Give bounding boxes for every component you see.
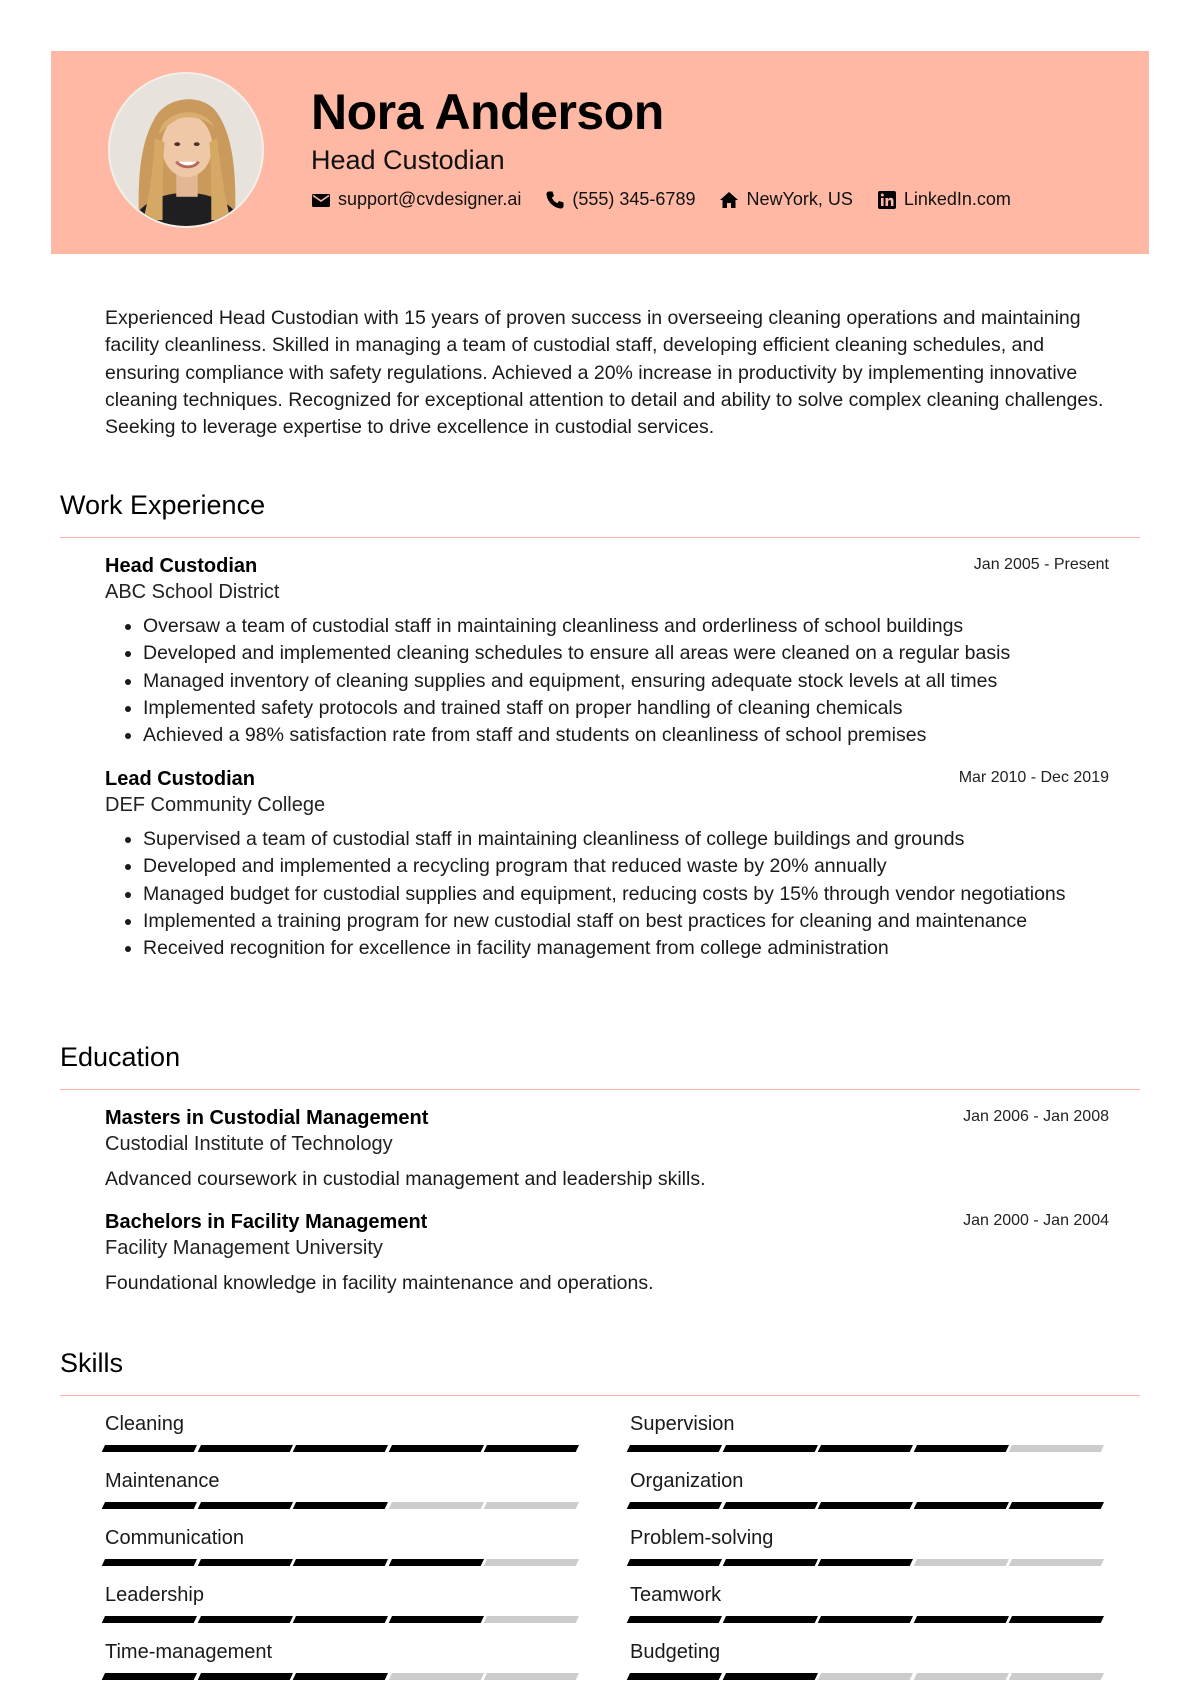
job-bullet: • Managed budget for custodial supplies and equipment, reducing costs by 15% through vendor negotiations [143,881,1109,908]
skill-segment-filled [389,1616,484,1623]
skill-rating-bar [105,1559,583,1566]
contact-row [311,189,1035,210]
contact-phone-text: (555) 345-6789 [572,189,696,209]
skill-name: Supervision [630,1413,735,1435]
skill-item [630,1468,1108,1509]
skill-item [105,1525,583,1566]
skill-segment-filled [627,1616,722,1623]
job-entry [105,766,1109,962]
education-date: Jan 2000 - Jan 2004 [963,1212,1109,1229]
job-title: Lead Custodian [105,768,256,790]
skill-name: Problem-solving [630,1527,774,1549]
education-divider [60,1089,1140,1090]
skill-segment-filled [102,1559,197,1566]
education-entry [105,1105,1109,1193]
job-bullet: • Developed and implemented cleaning schedules to ensure all areas were cleaned on a regular basis [143,640,1109,667]
contact-email[interactable] [311,189,521,210]
linkedin-icon [877,190,897,210]
skill-item [105,1468,583,1509]
skill-item [105,1639,583,1680]
job-bullet: • Oversaw a team of custodial staff in maintaining cleanliness and orderliness of school buildings [143,613,1109,640]
job-bullet: • Supervised a team of custodial staff in maintaining cleanliness of college buildings and grounds [143,826,1109,853]
job-title: Head Custodian [105,555,258,577]
skill-segment-filled [1009,1616,1104,1623]
education-heading: Education [60,1042,181,1072]
skill-segment-filled [914,1616,1009,1623]
skill-segment-filled [293,1445,388,1452]
job-bullet: • Implemented a training program for new custodial staff on best practices for cleaning and maintenance [143,908,1109,935]
contact-location-text: NewYork, US [746,189,853,209]
skill-segment-empty [484,1559,579,1566]
skill-segment-filled [627,1502,722,1509]
job-bullets [105,826,1109,962]
skill-segment-empty [818,1673,913,1680]
skill-segment-filled [102,1502,197,1509]
skill-segment-filled [722,1445,817,1452]
skill-segment-empty [389,1673,484,1680]
skill-rating-bar [630,1445,1108,1452]
skill-segment-filled [197,1616,292,1623]
skill-segment-filled [197,1673,292,1680]
education-description: Foundational knowledge in facility maintenance and operations. [105,1272,654,1294]
work-experience-heading: Work Experience [60,490,266,520]
skill-name: Leadership [105,1584,204,1606]
skill-rating-bar [630,1673,1108,1680]
skill-segment-filled [818,1445,913,1452]
resume-header [51,51,1149,254]
skill-segment-filled [293,1673,388,1680]
skill-name: Budgeting [630,1641,721,1663]
institution-name: Custodial Institute of Technology [105,1133,393,1155]
skill-segment-filled [722,1502,817,1509]
skill-segment-filled [197,1559,292,1566]
skill-segment-filled [818,1559,913,1566]
contact-location [719,189,852,210]
skill-rating-bar [105,1673,583,1680]
job-bullet: • Implemented safety protocols and trained staff on proper handling of cleaning chemicals [143,695,1109,722]
education-date: Jan 2006 - Jan 2008 [963,1108,1109,1125]
job-date: Jan 2005 - Present [973,556,1109,573]
skill-item [630,1582,1108,1623]
job-bullet: • Developed and implemented a recycling program that reduced waste by 20% annually [143,853,1109,880]
education-description: Advanced coursework in custodial management and leadership skills. [105,1168,706,1190]
skill-segment-filled [914,1445,1009,1452]
phone-icon [545,190,565,210]
skill-segment-filled [627,1559,722,1566]
candidate-name: Nora Anderson [311,84,664,140]
skill-rating-bar [105,1616,583,1623]
job-company: DEF Community College [105,794,326,816]
skill-name: Maintenance [105,1470,220,1492]
skill-segment-filled [102,1673,197,1680]
skill-segment-filled [102,1616,197,1623]
work-divider [60,537,1140,538]
skill-segment-empty [1009,1445,1104,1452]
skill-name: Organization [630,1470,744,1492]
home-icon [719,190,739,210]
job-date: Mar 2010 - Dec 2019 [958,769,1109,786]
skill-segment-empty [484,1502,579,1509]
profile-photo [108,72,264,228]
contact-phone[interactable] [545,189,695,210]
contact-email-text: support@cvdesigner.ai [338,189,522,209]
skill-segment-filled [722,1559,817,1566]
job-bullet: • Received recognition for excellence in facility management from college administration [143,935,1109,962]
skill-segment-filled [389,1559,484,1566]
skill-segment-filled [1009,1502,1104,1509]
contact-linkedin-text: LinkedIn.com [903,189,1011,209]
skill-name: Teamwork [630,1584,722,1606]
skill-segment-filled [722,1616,817,1623]
degree-title: Masters in Custodial Management [105,1107,429,1129]
job-bullets [105,613,1109,749]
skills-heading: Skills [60,1348,124,1378]
skill-segment-filled [389,1445,484,1452]
skill-rating-bar [630,1559,1108,1566]
skill-item [630,1411,1108,1452]
job-bullet: • Achieved a 98% satisfaction rate from staff and students on cleanliness of school premises [143,722,1109,749]
skill-segment-filled [293,1502,388,1509]
job-company: ABC School District [105,581,280,603]
skill-rating-bar [630,1616,1108,1623]
skill-segment-filled [293,1616,388,1623]
education-entry [105,1209,1109,1297]
skill-segment-empty [389,1502,484,1509]
skill-segment-filled [914,1502,1009,1509]
skill-name: Communication [105,1527,244,1549]
skill-rating-bar [630,1502,1108,1509]
skill-name: Time-management [105,1641,273,1663]
candidate-title: Head Custodian [311,145,505,175]
skill-segment-empty [914,1673,1009,1680]
skill-segment-filled [197,1445,292,1452]
skill-segment-empty [484,1673,579,1680]
skill-item [630,1525,1108,1566]
skill-item [105,1411,583,1452]
skill-segment-filled [818,1616,913,1623]
envelope-icon [311,190,331,210]
skill-segment-empty [484,1616,579,1623]
skill-item [630,1639,1108,1680]
skill-segment-filled [197,1502,292,1509]
skill-segment-empty [1009,1559,1104,1566]
contact-linkedin[interactable] [877,189,1011,210]
skill-rating-bar [105,1502,583,1509]
skill-item [105,1582,583,1623]
skill-segment-filled [484,1445,579,1452]
skill-segment-filled [102,1445,197,1452]
professional-summary: Experienced Head Custodian with 15 years of proven success in overseeing cleaning operations and maintaining facility cleanliness. Skilled in managing a team of custodial staff, developing efficient cleaning schedules, and ensuring compliance with safety regulations. Achieved a 20% increase in productivity by implementing innovative cleaning techniques. Recognized for exceptional attention to detail and ability to solve complex cleaning challenges. Seeking to leverage expertise to drive excellence in custodial services. [105,307,1104,439]
skill-name: Cleaning [105,1413,184,1435]
skill-segment-empty [1009,1673,1104,1680]
job-entry [105,553,1109,749]
skill-segment-filled [627,1673,722,1680]
job-bullet: • Managed inventory of cleaning supplies and equipment, ensuring adequate stock levels at all times [143,668,1109,695]
degree-title: Bachelors in Facility Management [105,1211,428,1233]
skill-segment-filled [722,1673,817,1680]
skills-divider [60,1395,1140,1396]
portrait-image [110,74,262,226]
skill-segment-empty [914,1559,1009,1566]
skill-segment-filled [293,1559,388,1566]
institution-name: Facility Management University [105,1237,383,1259]
skill-rating-bar [105,1445,583,1452]
skill-segment-filled [627,1445,722,1452]
skill-segment-filled [818,1502,913,1509]
